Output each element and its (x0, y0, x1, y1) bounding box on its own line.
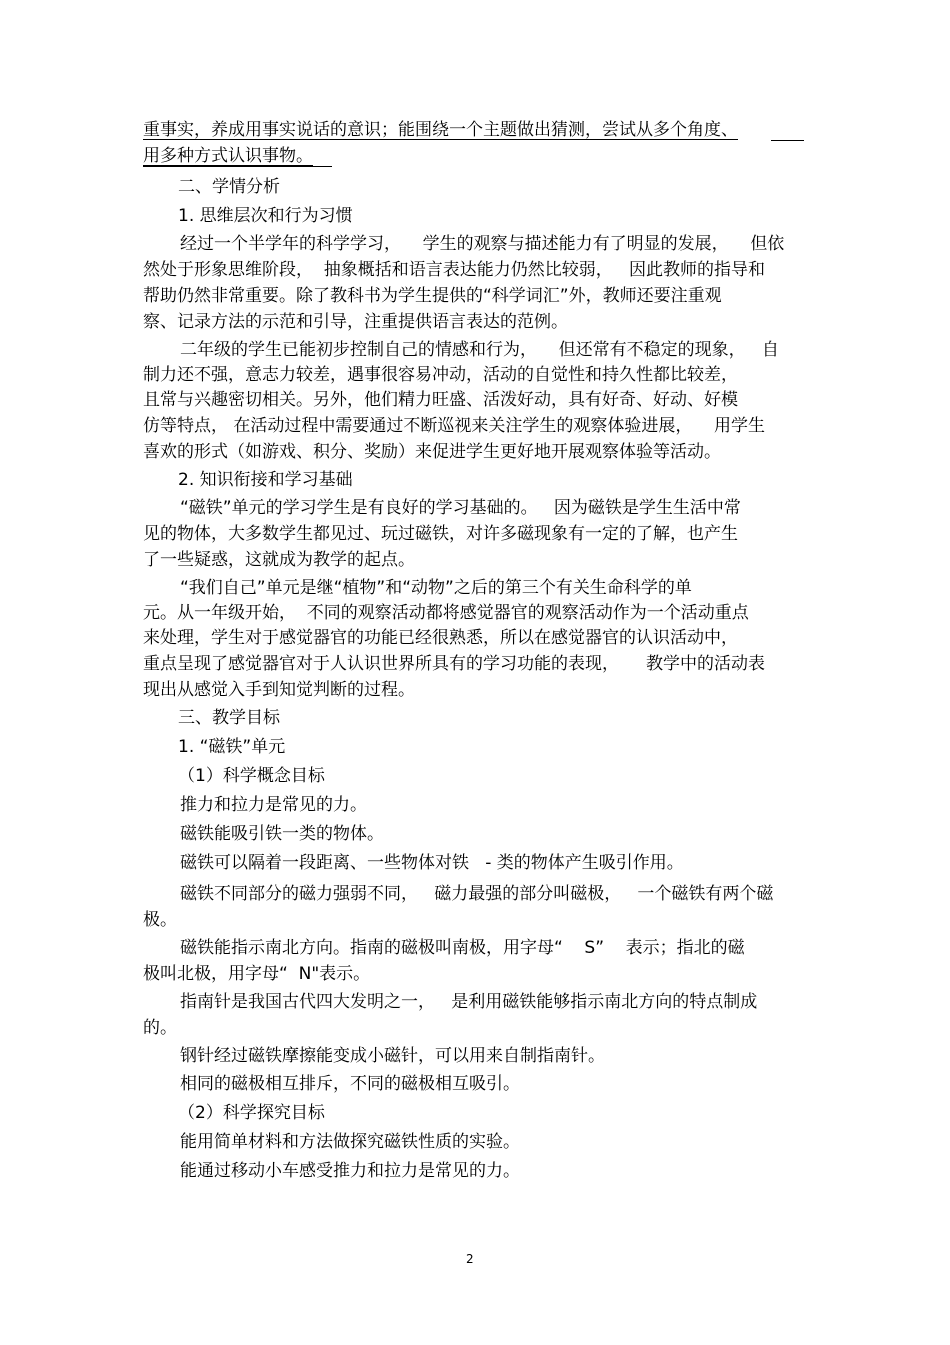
paragraph-line: 指南针是我国古代四大发明之一， 是利用磁铁能够指示南北方向的特点制成 (180, 992, 758, 1012)
paragraph-line: 喜欢的形式（如游戏、积分、奖励）来促进学生更好地开展观察体验等活动。 (143, 442, 721, 462)
paragraph-line: 二年级的学生已能初步控制自己的情感和行为， 但还常有不稳定的现象， 自 (180, 340, 779, 360)
paragraph-line: 相同的磁极相互排斥，不同的磁极相互吸引。 (180, 1074, 520, 1094)
paragraph-line: “我们自己”单元是继“植物”和“动物”之后的第三个有关生命科学的单 (180, 578, 692, 598)
paragraph-line: 钢针经过磁铁摩擦能变成小磁针，可以用来自制指南针。 (180, 1046, 605, 1066)
subsection-heading: 1. “磁铁”单元 (178, 737, 286, 757)
section-heading: 二、学情分析 (178, 177, 280, 197)
paragraph-line: “磁铁”单元的学习学生是有良好的学习基础的。 因为磁铁是学生生活中常 (180, 498, 741, 518)
paragraph-line: 磁铁可以隔着一段距离、一些物体对铁 - 类的物体产生吸引作用。 (180, 853, 684, 873)
paragraph-line: 制力还不强，意志力较差，遇事很容易冲动，活动的自觉性和持久性都比较差， (143, 365, 738, 385)
paragraph-line: 现出从感觉入手到知觉判断的过程。 (143, 680, 415, 700)
paragraph-line: 元。从一年级开始， 不同的观察活动都将感觉器官的观察活动作为一个活动重点 (143, 603, 749, 623)
paragraph-line: 磁铁能指示南北方向。指南的磁极叫南极，用字母“ S” 表示；指北的磁 (180, 938, 745, 958)
paragraph-line: 帮助仍然非常重要。除了教科书为学生提供的“科学词汇”外，教师还要注重观 (143, 286, 722, 306)
paragraph-line: 察、记录方法的示范和引导，注重提供语言表达的范例。 (143, 312, 568, 332)
paragraph-line: 极叫北极，用字母“ N"表示。 (143, 964, 371, 984)
paragraph-line: 极。 (143, 910, 177, 930)
paragraph-line: 重点呈现了感觉器官对于人认识世界所具有的学习功能的表现， 教学中的活动表 (143, 654, 766, 674)
subsection-heading: 1. 思维层次和行为习惯 (178, 206, 353, 226)
page-number: 2 (466, 1252, 474, 1266)
section-heading: 三、教学目标 (178, 708, 280, 728)
paragraph-line: 且常与兴趣密切相关。另外，他们精力旺盛、活泼好动，具有好奇、好动、好模 (143, 390, 738, 410)
paragraph-line: 能通过移动小车感受推力和拉力是常见的力。 (180, 1161, 520, 1181)
paragraph-line: 仿等特点， 在活动过程中需要通过不断巡视来关注学生的观察体验进展， 用学生 (143, 416, 766, 436)
text-line-2: 用多种方式认识事物。 (143, 146, 313, 166)
paragraph-line: 的。 (143, 1018, 177, 1038)
paragraph-line: 见的物体，大多数学生都见过、玩过磁铁，对许多磁现象有一定的了解，也产生 (143, 524, 738, 544)
paragraph-line: 能用简单材料和方法做探究磁铁性质的实验。 (180, 1132, 520, 1152)
subsection-heading: 2. 知识衔接和学习基础 (178, 470, 353, 490)
paragraph-line: 了一些疑惑，这就成为教学的起点。 (143, 550, 415, 570)
underline-rule-1 (771, 140, 804, 141)
subsection-heading: （1）科学概念目标 (178, 766, 325, 786)
paragraph-line: 推力和拉力是常见的力。 (180, 795, 367, 815)
text-line-1: 重事实，养成用事实说话的意识；能围绕一个主题做出猜测，尝试从多个角度、 (143, 120, 738, 140)
paragraph-line: 磁铁能吸引铁一类的物体。 (180, 824, 384, 844)
paragraph-line: 磁铁不同部分的磁力强弱不同， 磁力最强的部分叫磁极， 一个磁铁有两个磁 (180, 884, 774, 904)
subsection-heading: （2）科学探究目标 (178, 1103, 325, 1123)
underline-rule-2 (143, 166, 332, 167)
paragraph-line: 然处于形象思维阶段， 抽象概括和语言表达能力仍然比较弱， 因此教师的指导和 (143, 260, 766, 280)
paragraph-line: 来处理，学生对于感觉器官的功能已经很熟悉，所以在感觉器官的认识活动中， (143, 628, 738, 648)
paragraph-line: 经过一个半学年的科学学习， 学生的观察与描述能力有了明显的发展， 但依 (180, 234, 785, 254)
